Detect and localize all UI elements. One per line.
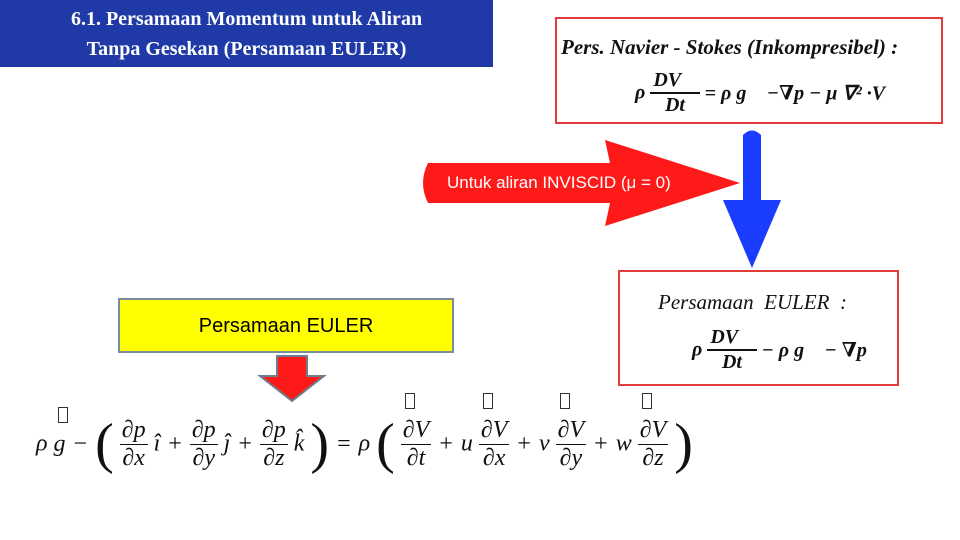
vector-box-icon (405, 393, 415, 409)
dV-dt: $\frac{\partial V}{\partial t}$ (401, 417, 432, 472)
euler-label-box: Persamaan EULER (118, 298, 454, 353)
rhs-rho: ρ (358, 430, 371, 457)
euler-rho: ρ (692, 338, 703, 361)
left-paren-2: ( (376, 413, 395, 475)
dp-dx: $\frac{\partial p}{\partial x}$ (121, 416, 146, 471)
right-paren-1: ) (310, 413, 330, 475)
navier-stokes-equation (635, 69, 901, 117)
vector-box-icon (483, 393, 493, 409)
inviscid-label: Untuk aliran INVISCID (μ = 0) (447, 173, 671, 192)
euler-rhs: − ρ g⃗ − ∇p (761, 339, 867, 362)
euler-numerator: DV⃗ (707, 326, 756, 351)
euler-denominator: Dt (721, 351, 742, 373)
euler-equation (692, 326, 867, 374)
dV-dy: $\frac{\partial V}{\partial y}$ (556, 417, 587, 472)
slide-title-line2: Tanpa Gesekan (Persamaan EULER) (86, 38, 407, 60)
euler-box (618, 270, 899, 386)
j-hat: ĵ (223, 430, 231, 457)
i-hat: î (153, 430, 161, 457)
left-paren-1: ( (95, 413, 114, 475)
vector-box-icon (560, 393, 570, 409)
blue-down-arrow (723, 131, 781, 269)
lhs-rho: ρ (36, 430, 48, 457)
ns-numerator: DV⃗ (650, 69, 699, 94)
u-term: u (460, 430, 473, 457)
plus-1: + (168, 430, 182, 457)
vector-box-icon (58, 407, 68, 423)
euler-fraction (707, 326, 756, 374)
k-hat: k̂ (293, 430, 305, 457)
w-term: w (615, 430, 632, 457)
dp-dz: $\frac{\partial p}{\partial z}$ (261, 416, 286, 471)
plus-2: + (238, 430, 252, 457)
vector-box-icon (642, 393, 652, 409)
v-term: v (538, 430, 550, 457)
plus-4: + (517, 430, 531, 457)
minus-sign: − (73, 430, 88, 457)
slide-title-line1: 6.1. Persamaan Momentum untuk Aliran (70, 8, 423, 30)
dV-dx: $\frac{\partial V}{\partial x}$ (479, 417, 510, 472)
dV-dz: $\frac{\partial V}{\partial z}$ (638, 417, 669, 472)
ns-rhs: = ρ g⃗ −∇p − μ ∇² ·V⃗ (704, 82, 901, 105)
dp-dy: $\frac{\partial p}{\partial y}$ (191, 416, 216, 471)
equals-sign: = (337, 430, 351, 457)
ns-denominator: Dt (664, 94, 685, 116)
ns-rho: ρ (635, 81, 646, 104)
navier-stokes-title: Pers. Navier - Stokes (Inkompresibel) : (561, 35, 899, 59)
plus-5: + (594, 430, 608, 457)
right-paren-2: ) (674, 413, 693, 475)
ns-fraction (650, 69, 699, 117)
plus-3: + (439, 430, 453, 457)
euler-component-equation (36, 412, 693, 476)
red-down-arrow (260, 356, 324, 401)
lhs-g: g (54, 431, 66, 458)
navier-stokes-box (555, 17, 943, 124)
euler-title: Persamaan EULER : (658, 290, 847, 314)
